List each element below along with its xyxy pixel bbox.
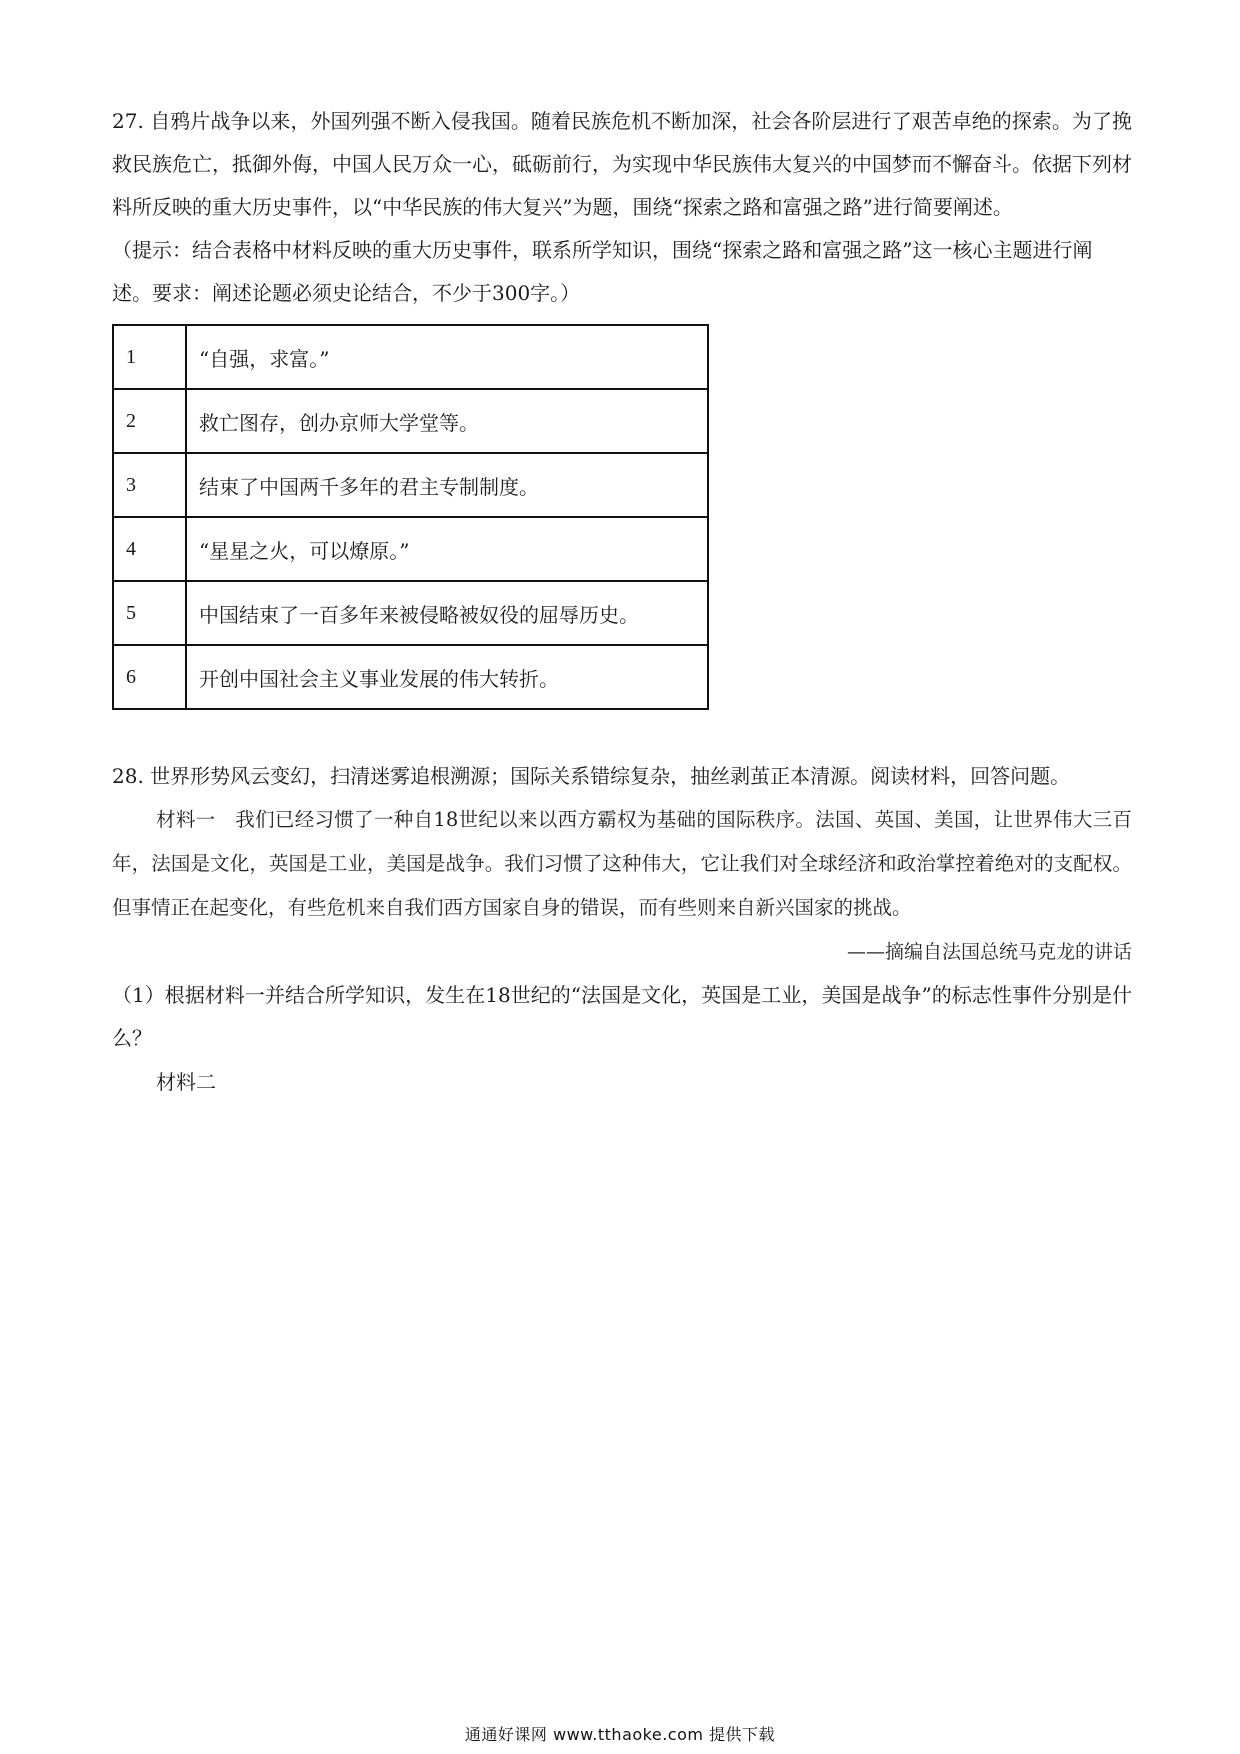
row-text: 开创中国社会主义事业发展的伟大转折。 (186, 645, 708, 709)
table-row (113, 517, 708, 581)
row-number: 4 (113, 517, 186, 581)
question-28 (112, 755, 1132, 1104)
events-table (112, 324, 709, 710)
table-row (113, 453, 708, 517)
material-two-label: 材料二 (156, 1070, 216, 1094)
table-row (113, 645, 708, 709)
row-number: 1 (113, 325, 186, 389)
table-row (113, 581, 708, 645)
material-source: ——摘编自法国总统马克龙的讲话 (846, 941, 1132, 963)
row-text: 救亡图存，创办京师大学堂等。 (186, 389, 708, 453)
table-row (113, 325, 708, 389)
row-number: 2 (113, 389, 186, 453)
question-27-stem: 27. 自鸦片战争以来，外国列强不断入侵我国。随着民族危机不断加深，社会各阶层进行了艰苦卓绝的探索。为了挽救民族危亡，抵御外侮，中国人民万众一心，砥砺前行，为实现中华民族伟大复兴的中国梦而不懈奋斗。依据下列材料所反映的重大历史事件，以“中华民族的伟大复兴”为题，围绕“探索之路和富强之路”进行简要阐述。 (112, 109, 1132, 219)
question-28-stem: 28. 世界形势风云变幻，扫清迷雾追根溯源；国际关系错综复杂，抽丝剥茧正本清源。阅读材料，回答问题。 (112, 764, 1071, 788)
row-number: 5 (113, 581, 186, 645)
row-text: “自强，求富。” (186, 325, 708, 389)
table-row (113, 389, 708, 453)
row-number: 3 (113, 453, 186, 517)
page-footer: 通通好课网 www.tthaoke.com 提供下载 (464, 1725, 776, 1744)
row-number: 6 (113, 645, 186, 709)
material-one: 材料一 我们已经习惯了一种自18世纪以来以西方霸权为基础的国际秩序。法国、英国、美国，让世界伟大三百年，法国是文化，英国是工业，美国是战争。我们习惯了这种伟大，它让我们对全球经济和政治掌控着绝对的支配权。但事情正在起变化，有些危机来自我们西方国家自身的错误，而有些则来自新兴国家的挑战。 (112, 808, 1132, 919)
row-text: 中国结束了一百多年来被侵略被奴役的屈辱历史。 (186, 581, 708, 645)
question-27-hint: （提示：结合表格中材料反映的重大历史事件，联系所学知识，围绕“探索之路和富强之路”这一核心主题进行阐述。要求：阐述论题必须史论结合，不少于300字。） (112, 238, 1093, 305)
row-text: “星星之火，可以燎原。” (186, 517, 708, 581)
row-text: 结束了中国两千多年的君主专制制度。 (186, 453, 708, 517)
document-body (112, 100, 1132, 1104)
sub-question-1: （1）根据材料一并结合所学知识，发生在18世纪的“法国是文化，英国是工业，美国是战争”的标志性事件分别是什么？ (112, 983, 1132, 1050)
question-27 (112, 100, 1132, 710)
